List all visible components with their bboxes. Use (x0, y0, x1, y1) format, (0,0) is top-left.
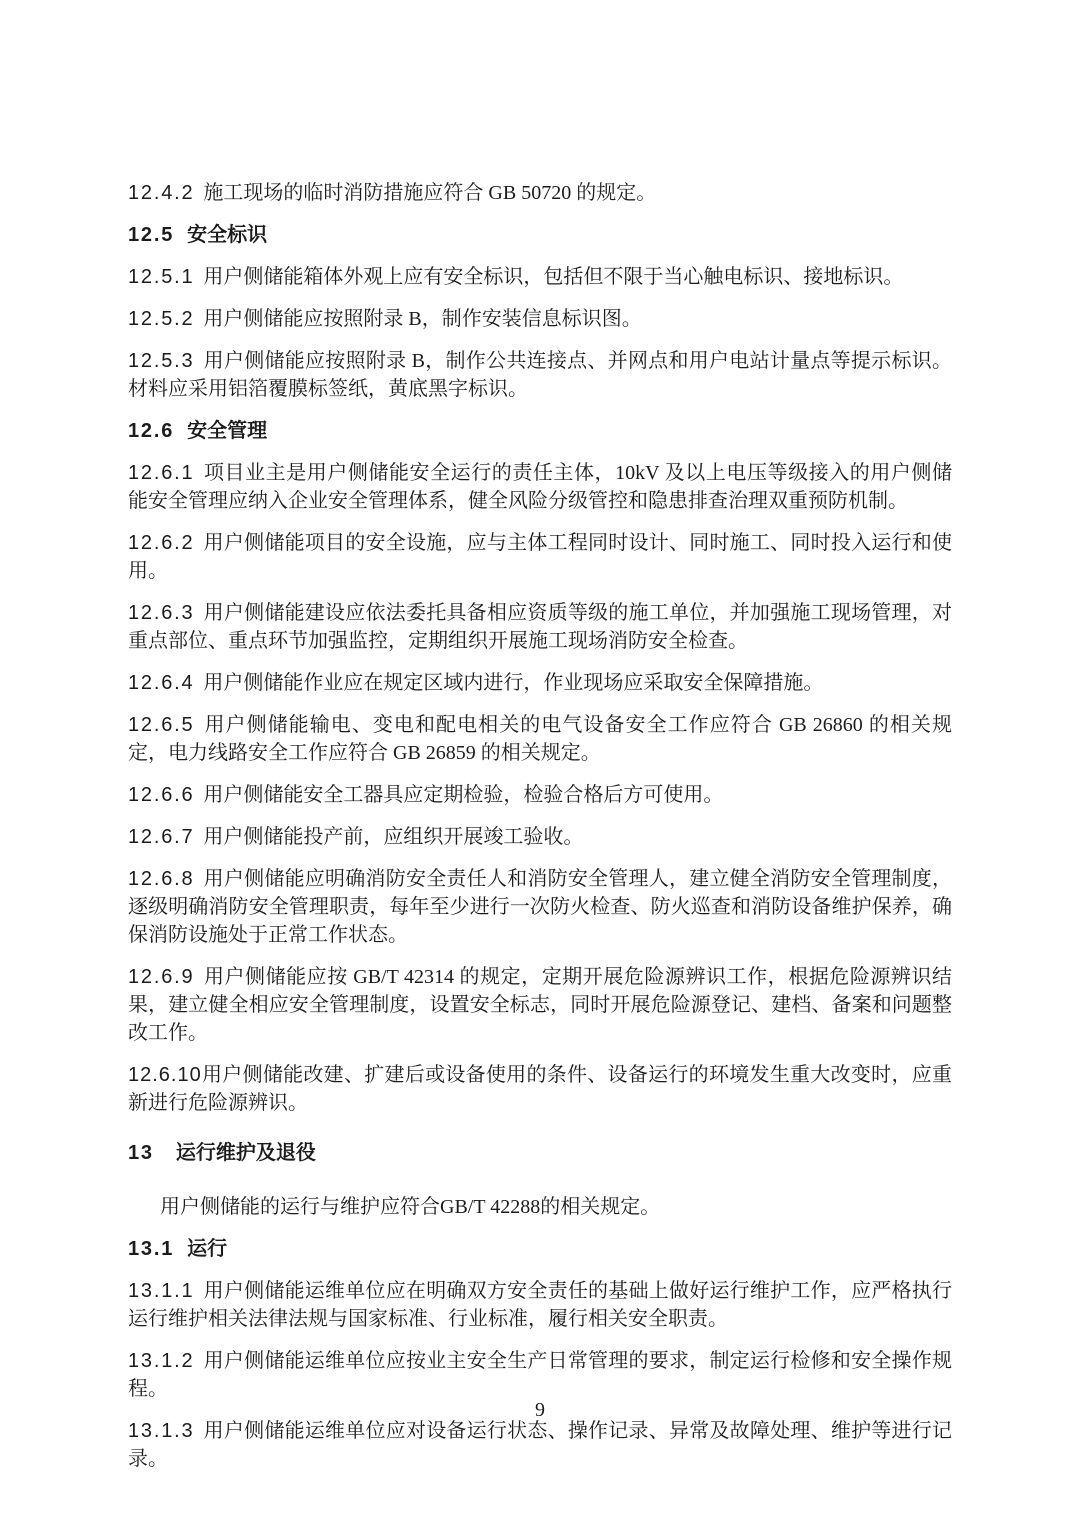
heading-title: 运行 (187, 1238, 228, 1260)
clause-number: 12.4.2 (128, 182, 195, 204)
heading-number: 12.6 (128, 420, 175, 442)
section-heading (128, 1139, 952, 1167)
document-content (128, 179, 952, 1473)
clause-number: 12.6.3 (128, 602, 195, 624)
clause-number: 12.6.10 (128, 1064, 202, 1086)
clause (128, 711, 952, 767)
clause-text: 用户侧储能应按照附录 B，制作公共连接点、并网点和用户电站计量点等提示标识。材料应采用铝箔覆膜标签纸，黄底黑字标识。 (128, 350, 952, 400)
clause-number: 12.6.4 (128, 672, 195, 694)
clause-number: 12.6.8 (128, 868, 195, 890)
heading-title: 安全标识 (187, 224, 268, 246)
clause-number: 12.6.2 (128, 532, 195, 554)
heading-number: 12.5 (128, 224, 175, 246)
clause (128, 823, 952, 851)
subsection-heading (128, 1235, 952, 1263)
clause-text: 用户侧储能应明确消防安全责任人和消防安全管理人，建立健全消防安全管理制度，逐级明确消防安全管理职责，每年至少进行一次防火检查、防火巡查和消防设备维护保养，确保消防设施处于正常工作状态。 (128, 868, 952, 946)
clause (128, 865, 952, 949)
clause-text: 用户侧储能应按 GB/T 42314 的规定，定期开展危险源辨识工作，根据危险源辨识结果，建立健全相应安全管理制度，设置安全标志，同时开展危险源登记、建档、备案和问题整改工作。 (128, 966, 952, 1044)
clause-number: 13.1.3 (128, 1420, 195, 1442)
clause-text: 用户侧储能运维单位应在明确双方安全责任的基础上做好运行维护工作，应严格执行运行维护相关法律法规与国家标准、行业标准，履行相关安全职责。 (128, 1280, 952, 1330)
clause-number: 12.5.3 (128, 350, 195, 372)
heading-number: 13.1 (128, 1238, 175, 1260)
subsection-heading (128, 221, 952, 249)
clause (128, 179, 952, 207)
clause-number: 12.5.1 (128, 266, 195, 288)
clause (128, 305, 952, 333)
page-number: 9 (535, 1399, 545, 1421)
clause-text: 用户侧储能改建、扩建后或设备使用的条件、设备运行的环境发生重大改变时，应重新进行危险源辨识。 (128, 1064, 952, 1114)
clause (128, 263, 952, 291)
heading-number: 13 (128, 1142, 154, 1164)
clause-number: 12.6.5 (128, 714, 195, 736)
clause (128, 1061, 952, 1117)
clause-text: 项目业主是用户侧储能安全运行的责任主体，10kV 及以上电压等级接入的用户侧储能安全管理应纳入企业安全管理体系，健全风险分级管控和隐患排查治理双重预防机制。 (128, 462, 952, 512)
clause-text: 用户侧储能运维单位应按业主安全生产日常管理的要求，制定运行检修和安全操作规程。 (128, 1350, 952, 1400)
clause (128, 963, 952, 1047)
heading-title: 运行维护及退役 (175, 1142, 316, 1164)
clause (128, 1417, 952, 1473)
clause-number: 12.6.6 (128, 784, 195, 806)
clause-text: 用户侧储能安全工器具应定期检验，检验合格后方可使用。 (203, 784, 724, 806)
clause (128, 347, 952, 403)
clause-text: 用户侧储能运维单位应对设备运行状态、操作记录、异常及故障处理、维护等进行记录。 (128, 1420, 952, 1470)
clause-number: 12.5.2 (128, 308, 195, 330)
paragraph-text: 用户侧储能的运行与维护应符合GB/T 42288的相关规定。 (160, 1196, 661, 1218)
clause-text: 用户侧储能项目的安全设施，应与主体工程同时设计、同时施工、同时投入运行和使用。 (128, 532, 952, 582)
subsection-heading (128, 417, 952, 445)
body-paragraph (128, 1193, 952, 1221)
clause-text: 用户侧储能应按照附录 B，制作安装信息标识图。 (203, 308, 642, 330)
clause-number: 12.6.9 (128, 966, 195, 988)
clause-text: 用户侧储能投产前，应组织开展竣工验收。 (203, 826, 584, 848)
clause (128, 1277, 952, 1333)
clause-number: 12.6.1 (128, 462, 195, 484)
clause (128, 599, 952, 655)
clause-number: 12.6.7 (128, 826, 195, 848)
clause-text: 用户侧储能输电、变电和配电相关的电气设备安全工作应符合 GB 26860 的相关规定，电力线路安全工作应符合 GB 26859 的相关规定。 (128, 714, 952, 764)
clause (128, 529, 952, 585)
clause (128, 1347, 952, 1403)
clause (128, 669, 952, 697)
clause-text: 用户侧储能建设应依法委托具备相应资质等级的施工单位，并加强施工现场管理，对重点部位、重点环节加强监控，定期组织开展施工现场消防安全检查。 (128, 602, 952, 652)
clause-number: 13.1.2 (128, 1350, 195, 1372)
clause-text: 用户侧储能作业应在规定区域内进行，作业现场应采取安全保障措施。 (203, 672, 824, 694)
heading-title: 安全管理 (187, 420, 268, 442)
clause (128, 459, 952, 515)
clause (128, 781, 952, 809)
page-footer (0, 1398, 1080, 1422)
clause-text: 施工现场的临时消防措施应符合 GB 50720 的规定。 (203, 182, 657, 204)
clause-text: 用户侧储能箱体外观上应有安全标识，包括但不限于当心触电标识、接地标识。 (203, 266, 904, 288)
clause-number: 13.1.1 (128, 1280, 195, 1302)
